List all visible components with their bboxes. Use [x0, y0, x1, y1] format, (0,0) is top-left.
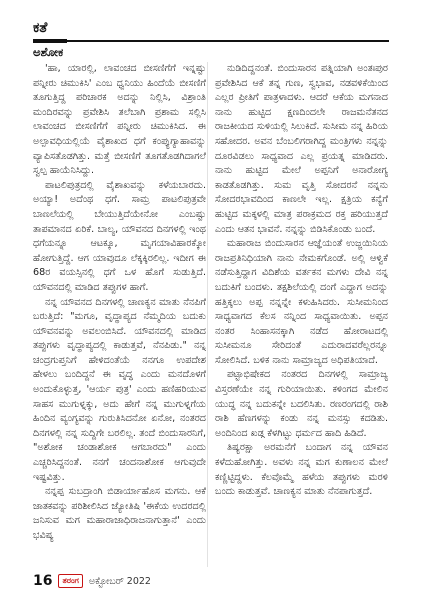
section-rule-accent [33, 39, 67, 43]
issue-date: ಅಕ್ಟೋಬರ್ 2022 [88, 575, 151, 587]
page-footer [33, 573, 151, 589]
magazine-logo: ತರಂಗ [58, 574, 82, 588]
column-divider [207, 62, 208, 567]
section-title: ಕತೆ [33, 20, 48, 36]
section-header [33, 20, 47, 36]
paragraph: ನನ್ನಪ್ಪ ಸುಬದ್ರಾಂಗಿ ಬಿಡಾರ್ಯಾಹೊಸ ಮಗನು. ಆಕೆ ಜಾತಕವನ್ನು ಪರಿಶೀಲಿಸಿದ ಜ್ಯೋತಿಷಿ 'ಈಕೆಯ ಉದರದಲ್ಲಿ ಜನಿಸುವ ಮಗ ಮಹಾರಾಜಾಧಿರಾಜನಾಗುತ್ತಾನೆ' ಎಂದು ಭವಿಷ್ಯ [33, 486, 206, 541]
author-name: ಅಶೋಕ [33, 45, 64, 59]
section-rule [33, 40, 389, 42]
paragraph: ನನ್ನ ಯೌವನದ ದಿನಗಳಲ್ಲಿ ಚಾಣಕ್ಯನ ಮಾತು ನೆನಪಿಗೆ ಬರುತ್ತಿದೆ: "ಮಗೂ, ವೃದ್ಧಾಪ್ಯದ ನೆಮ್ಮದಿಯ ಬದುಕು ಯೌವನವನ್ನು ಅವಲಂಬಿಸಿದೆ. ಯೌವನದಲ್ಲಿ ಮಾಡಿದ ತಪ್ಪುಗಳು ವೃದ್ಧಾಪ್ಯದಲ್ಲಿ ಕಾಡುತ್ತವೆ, ನೆನಪಿಡು." ನನ್ನ ಚಂದ್ರಗುಪ್ತನಿಗೆ ಹೇಳಿದಂತೆಯೆ ನನಗೂ ಉಪದೇಶ ಹೇಳಲು ಬಂದಿದ್ದನೆ ಈ ವೃದ್ಧ ಎಂದು ಮನದೊಳಗೆ ಅಂದುಕೊಳ್ಳುತ್ತ, 'ಆರ್ಯ ಪುತ್ರ' ಎಂದು ಹಣಿಹರಿಯುವ ಸಾಹಸ ಮುಗುಳ್ನಕ್ಕು, ಅದು ಹೇಗೆ ನನ್ನ ಮುಗುಳ್ನಗೆಯ ಹಿಂದಿನ ವ್ಯಂಗ್ಯವನ್ನು ಗುರುತಿಸಿದನೋ ಏನೋ, ನಂತರದ ದಿನಗಳಲ್ಲಿ ನನ್ನ ಸುದ್ದಿಗೇ ಬರಲಿಲ್ಲ. ತಂದೆ ಬಿಂದುಸಾರನಿಗೆ, "ಅಶೋಕ ಚಂಡಾಶೋಕ ಆಗಬಾರದು" ಎಂದು ಎಚ್ಚರಿಸಿದ್ದನಂತೆ. ನನಗೆ ಚಂದನಾಶೋಕ ಆಗುವುದೇ ಇಷ್ಟವಿತ್ತು. [33, 296, 206, 483]
text-column-right [215, 62, 388, 567]
paragraph: ನುಡಿದಿದ್ದನಂತೆ. ಬಿಂದುಸಾರನ ಪತ್ನಿಯಾಗಿ ಅಂತಃಪುರ ಪ್ರವೇಶಿಸಿದ ಆಕೆ ತನ್ನ ಗುಣ, ಸ್ವಭಾವ, ನಡವಳಿಕೆಯಿಂದ ಎಲ್ಲರ ಪ್ರೀತಿಗೆ ಪಾತ್ರಳಾದಳು. ಆದರೆ ಆಕೆಯ ಮಗನಾದ ನಾನು ಹುಟ್ಟಿದ ಕ್ಷಣದಿಂದಲೇ ರಾಜಮನೆತನದ ರಾಜಕೀಯದ ಸುಳಿಯಲ್ಲಿ ಸಿಲುಕಿದೆ. ಸುಸೀಮ ನನ್ನ ಹಿರಿಯ ಸಹೋದರ. ಅವನ ಬೆಂಬಲಿಗರಾಗಿದ್ದ ಮಂತ್ರಿಗಳು ನನ್ನನ್ನು ದೂರವಿಡಲು ಸಾಧ್ಯವಾದ ಎಲ್ಲ ಪ್ರಯತ್ನ ಮಾಡಿದರು. ನಾನು ಹುಟ್ಟಿದ ಮೇಲೆ ಅಪ್ಪನಿಗೆ ಅನಾರೋಗ್ಯ ಕಾಡತೊಡಗಿತ್ತು. ಸುಮ ವೃತ್ತಿ ಸೋದರನೆ ನನ್ನನು ಸೋದರಭಾವದಿಂದ ಕಾಣಲೇ ಇಲ್ಲ. ಕ್ಷತ್ರಿಯ ಕನ್ಯೆಗೆ ಹುಟ್ಟಿದ ಮಕ್ಕಳಲ್ಲಿ ಮಾತ್ರ ಪರಾಕ್ರಮದ ರಕ್ತ ಹರಿಯುತ್ತದೆ ಎಂದು ಆತನ ಭಾವನೆ. ನನ್ನನ್ನು ಬಿಡಿಸಿಕೊಂಡು ಬಂದೆ. [215, 63, 388, 235]
paragraph: ಪಾಟಲಿಪುತ್ರದಲ್ಲಿ ವೈಶಾಖವನ್ನು ಕಳೆಯಬಾರದು. ಅಯ್ಯಾ! ಅದೆಂಥ ಧಗೆ. ಸಾಮ್ರ ಪಾಟಲಿಪುತ್ರವೇ ಬಾಣಲೆಯಲ್ಲಿ ಬೇಯುತ್ತಿದೆಯೇನೋ ಎಂಬಷ್ಟು ತಾಪಮಾನದ ಏರಿಕೆ. ಬಾಲ್ಯ, ಯೌವನದ ದಿನಗಳಲ್ಲಿ ಇಂಥ ಧಗೆಯನ್ನೂ ಆಟಕ್ಕೂ, ಮೃಗಯಾವಿಹಾರಕ್ಕೋ ಹೋಗುತ್ತಿದ್ದೆ. ಆಗ ಯಾವುದೂ ಲೆಕ್ಕಕ್ಕಿರಲಿಲ್ಲ. ಇದೀಗ ಈ 68ರ ವಯಸ್ಸಿನಲ್ಲಿ ಧಗೆ ಒಳ ಹೊಗೆ ಸುಡುತ್ತಿದೆ. ಯೌವನದಲ್ಲಿ ಮಾಡಿದ ತಪ್ಪುಗಳ ಹಾಗೆ. [33, 179, 206, 293]
text-column-left [33, 62, 206, 567]
page-number: 16 [33, 573, 53, 589]
paragraph: ತಿಷ್ಯರಕ್ಷಾ ಅರಮನೆಗೆ ಬಂದಾಗ ನನ್ನ ಯೌವನ ಕಳೆದುಹೋಗಿತ್ತು. ಅವಳು ನನ್ನ ಮಗ ಕುಣಾಲನ ಮೇಲೆ ಕಣ್ಣಿಟ್ಟಿದ್ದಳು. ಕೆಲವೊಮ್ಮೆ ಹಳೆಯ ತಪ್ಪುಗಳು ಮರಳಿ ಬಂದು ಕಾಡುತ್ತವೆ. ಚಾಣಕ್ಯನ ಮಾತು ನೆನಪಾಗುತ್ತದೆ. [215, 442, 388, 498]
paragraph: ಪಟ್ಟಾಭಿಷೇಕದ ನಂತರದ ದಿನಗಳಲ್ಲಿ ಸಾಮ್ರಾಜ್ಯ ವಿಸ್ತರಣೆಯೇ ನನ್ನ ಗುರಿಯಾಯಿತು. ಕಳಿಂಗದ ಮೇಲಿನ ಯುದ್ಧ ನನ್ನ ಬದುಕನ್ನೇ ಬದಲಿಸಿತು. ರಣರಂಗದಲ್ಲಿ ರಾಶಿ ರಾಶಿ ಹೆಣಗಳನ್ನು ಕಂಡು ನನ್ನ ಮನಸ್ಸು ಕದಡಿತು. ಅಂದಿನಿಂದ ಖಡ್ಗ ಕೆಳಗಿಟ್ಟು ಧರ್ಮದ ಹಾದಿ ಹಿಡಿದೆ. [215, 369, 388, 439]
paragraph: 'ಹಾ, ಯಾರಲ್ಲಿ, ಲಾವಂಚದ ಬೀಸಣಿಗೆಗೆ ಇನ್ನಷ್ಟು ಪನ್ನೀರು ಚಿಮುಕಿಸಿ' ಎಂಬ ಧ್ವನಿಯು ಹಿಂದೆಯೆ ಬೀಸಣಿಗೆ ತೂಗುತ್ತಿದ್ದ ಪರಿಚಾರಕ ಅದನ್ನು ನಿಲ್ಲಿಸಿ, ವಿಶ್ರಾಂತಿ ಮಂದಿರವನ್ನು ಪ್ರವೇಶಿಸಿ ತಲೆಬಾಗಿ ಪ್ರಶಾಮ ಸಲ್ಲಿಸಿ ಲಾವಂಚದ ಬೀಸಣಿಗೆಗೆ ಪನ್ನೀರು ಚಿಮುಕಿಸಿದ. ಈ ಅಲ್ಪಾವಧಿಯಲ್ಲಿಯೆ ವೈಶಾಖದ ಧಗೆ ಕಂಪ್ಯುಗ್ಯಾಹಾವನ್ನು ವ್ಯಾಪಿಸತೊಡಗಿತ್ತು. ಮತ್ತೆ ಬೀಸಣಿಗೆ ತೂಗತೊಡಗಿದಾಗಲೆ ಸ್ವಲ್ಪ ಹಾಯೆನಿಸಿದ್ದು. [33, 63, 206, 177]
paragraph: ಮಹಾರಾಜ ಬಿಂದುಸಾರನ ಆಜ್ಞೆಯಂತೆ ಉಜ್ಜಯಿನಿಯ ರಾಜಪ್ರತಿನಿಧಿಯಾಗಿ ನಾನು ನೇಮಕಗೊಂಡೆ. ಅಲ್ಲಿ ಆಳ್ವಿಕೆ ನಡೆಸುತ್ತಿದ್ದಾಗ ವಿದಿಶೆಯ ವರ್ತಕನ ಮಗಳು ದೇವಿ ನನ್ನ ಬದುಕಿಗೆ ಬಂದಳು. ತಕ್ಷಶಿಲೆಯಲ್ಲಿ ದಂಗೆ ಎದ್ದಾಗ ಅದನ್ನು ಹತ್ತಿಕ್ಕಲು ಅಪ್ಪ ನನ್ನನ್ನೇ ಕಳುಹಿಸಿದರು. ಸುಸೀಮನಿಂದ ಸಾಧ್ಯವಾಗದ ಕೆಲಸ ನನ್ನಿಂದ ಸಾಧ್ಯವಾಯಿತು. ಅಪ್ಪನ ನಂತರ ಸಿಂಹಾಸನಕ್ಕಾಗಿ ನಡೆದ ಹೋರಾಟದಲ್ಲಿ ಸುಸೀಮನೂ ಸೇರಿದಂತೆ ಎದುರಾದವರೆಲ್ಲರನ್ನೂ ಸೋಲಿಸಿದೆ. ಬಳಿಕ ನಾನು ಸಾಮ್ರಾಜ್ಯದ ಅಧಿಪತಿಯಾದೆ. [215, 238, 388, 366]
